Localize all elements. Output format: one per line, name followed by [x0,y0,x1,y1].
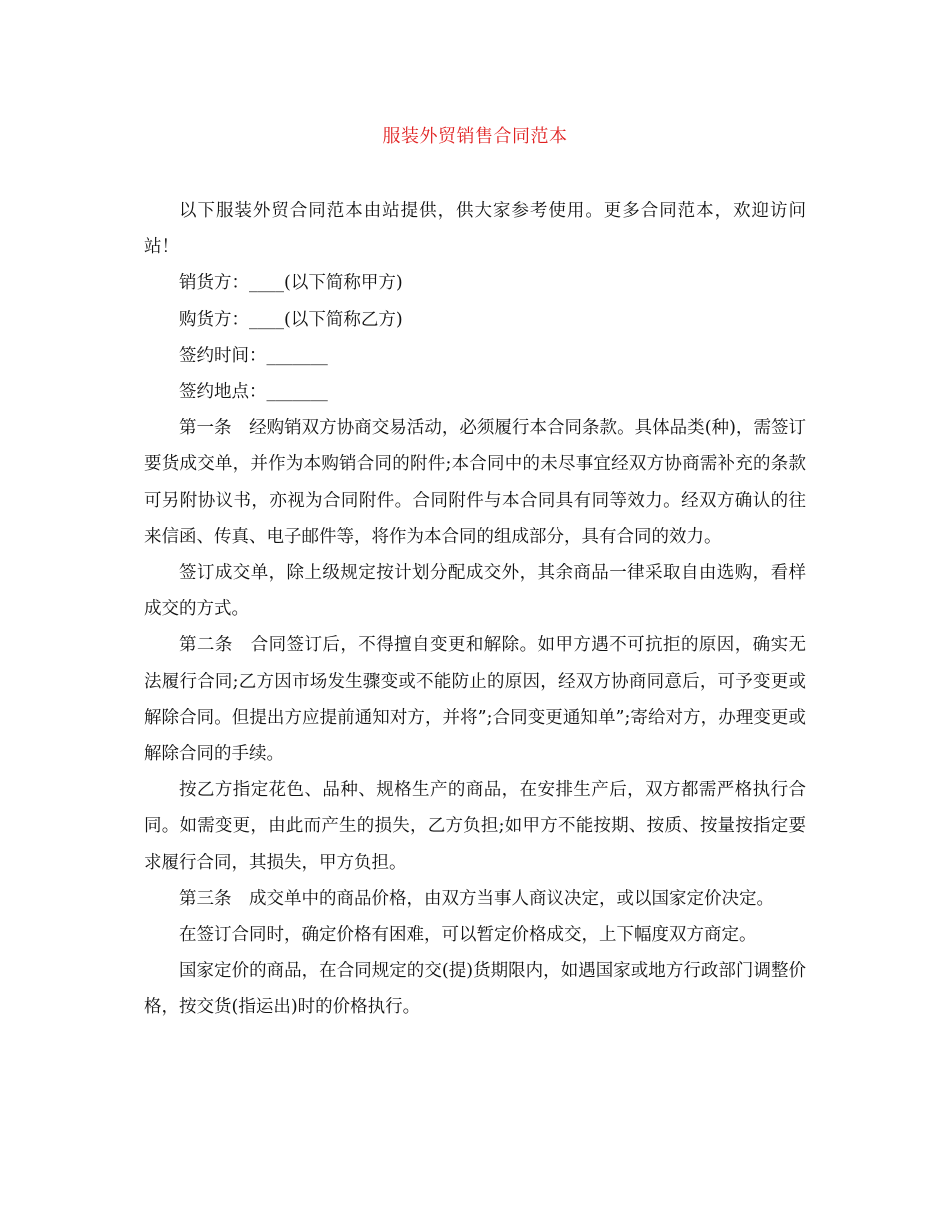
buyer-line: 购货方：____(以下简称乙方) [179,309,403,330]
article-3-sub-paragraph-2: 国家定价的商品，在合同规定的交(提)货期限内，如遇国家或地方行政部门调整价格，按交货(指运出)时的价格执行。 [144,961,806,1018]
article-3-paragraph: 第三条 成交单中的商品价格，由双方当事人商议决定，或以国家定价决定。 [179,888,774,909]
article-2-sub-paragraph: 按乙方指定花色、品种、规格生产的商品，在安排生产后，双方都需严格执行合同。如需变更，由此而产生的损失，乙方负担;如甲方不能按期、按质、按量按指定要求履行合同，其损失，甲方负担。 [144,780,806,873]
signing-time-line: 签约时间：_______ [179,345,328,366]
seller-line: 销货方：____(以下简称甲方) [179,273,403,294]
signing-place-line: 签约地点：_______ [179,382,328,403]
article-3-sub-paragraph-1: 在签订合同时，确定价格有困难，可以暂定价格成交，上下幅度双方商定。 [179,925,757,946]
article-1-sub-paragraph: 签订成交单，除上级规定按计划分配成交外，其余商品一律采取自由选购，看样成交的方式。 [144,563,806,620]
document-title: 服装外贸销售合同范本 [382,126,568,147]
article-1-paragraph: 第一条 经购销双方协商交易活动，必须履行本合同条款。具体品类(种)，需签订要货成交单，并作为本购销合同的附件;本合同中的未尽事宜经双方协商需补充的条款可另附协议书，亦视为合同附件。合同附件与本合同具有同等效力。经双方确认的往来信函、传真、电子邮件等，将作为本合同的组成部分，具有合同的效力。 [144,418,806,547]
document-body [144,193,806,1026]
intro-paragraph: 以下服装外贸合同范本由站提供，供大家参考使用。更多合同范本，欢迎访问站！ [144,201,806,258]
article-2-paragraph: 第二条 合同签订后，不得擅自变更和解除。如甲方遇不可抗拒的原因，确实无法履行合同;乙方因市场发生骤变或不能防止的原因，经双方协商同意后，可予变更或解除合同。但提出方应提前通知对方，并将”;合同变更通知单”;寄给对方，办理变更或解除合同的手续。 [144,635,806,765]
